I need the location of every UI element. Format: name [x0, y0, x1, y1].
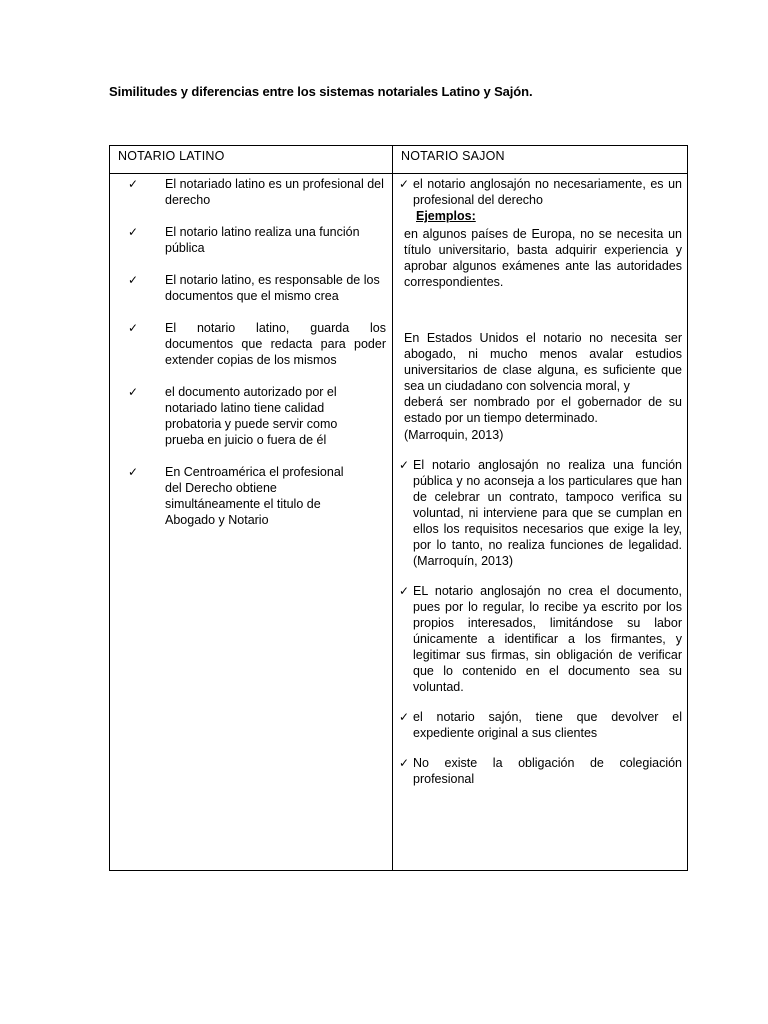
- list-item: ✓ En Centroamérica el profesional del Derecho obtiene simultáneamente el titulo de Abogado y Notario: [128, 465, 344, 527]
- comparison-table: [109, 145, 688, 871]
- checkmark-icon: ✓: [399, 584, 410, 598]
- list-item: ✓ No existe la obligación de colegiación profesional: [399, 756, 682, 786]
- citation: (Marroquin, 2013): [404, 428, 504, 442]
- list-item: ✓ el notario sajón, tiene que devolver el expediente original a sus clientes: [399, 710, 682, 740]
- example-usa-continued: deberá ser nombrado por el gobernador de su estado por un tiempo determinado.: [404, 395, 682, 425]
- checkmark-icon: ✓: [128, 321, 139, 335]
- checkmark-icon: ✓: [399, 756, 410, 770]
- document-title: Similitudes y diferencias entre los sistemas notariales Latino y Sajón.: [109, 84, 533, 99]
- list-item: ✓ El notario anglosajón no realiza una función pública y no aconseja a los particulares que han de celebrar un contrato, tampoco verifica su voluntad, ni interviene para que se cumplan en ellos los requisitos necesarios que exige la ley, por lo tanto, no realiza funciones de legalidad.(Marroquín, 2013): [399, 458, 682, 568]
- examples-label: Ejemplos:: [416, 209, 476, 223]
- checkmark-icon: ✓: [399, 177, 410, 191]
- checkmark-icon: ✓: [128, 465, 139, 479]
- checkmark-icon: ✓: [399, 458, 410, 472]
- example-europe: en algunos países de Europa, no se necesita un título universitario, basta adquirir experiencia y aprobar algunos exámenes ante las autoridades correspondientes.: [404, 227, 682, 289]
- example-usa: En Estados Unidos el notario no necesita ser abogado, ni mucho menos avalar estudios universitarios de clase alguna, es suficiente que sea un ciudadano con solvencia moral, y: [404, 331, 682, 393]
- list-item: ✓ el notario anglosajón no necesariamente, es un profesional del derecho: [399, 177, 682, 207]
- list-item: ✓ El notario latino, es responsable de los documentos que el mismo crea: [128, 273, 380, 303]
- column-latino: [110, 176, 392, 528]
- checkmark-icon: ✓: [128, 273, 139, 287]
- list-item: ✓ El notario latino realiza una función pública: [128, 225, 360, 255]
- checkmark-icon: ✓: [128, 225, 139, 239]
- header-notario-latino: NOTARIO LATINO: [118, 149, 225, 163]
- checkmark-icon: ✓: [128, 177, 139, 191]
- checkmark-icon: ✓: [128, 385, 139, 399]
- checkmark-icon: ✓: [399, 710, 410, 724]
- list-item: ✓ EL notario anglosajón no crea el documento, pues por lo regular, lo recibe ya escrito por los propios interesados, limitándose su labor únicamente a identificar a los firmantes, y legitimar sus firmas, sin obligación de verificar que lo contenido en el documento sea su voluntad.: [399, 584, 682, 694]
- header-notario-sajon: NOTARIO SAJON: [401, 149, 505, 163]
- list-item: ✓ el documento autorizado por el notariado latino tiene calidad probatoria y puede servir como prueba en juicio o fuera de él: [128, 385, 338, 447]
- column-sajon: [393, 176, 689, 787]
- list-item: ✓ El notariado latino es un profesional del derecho: [128, 177, 384, 207]
- list-item: ✓ El notario latino, guarda los documentos que redacta para poder extender copias de los mismos: [128, 321, 386, 367]
